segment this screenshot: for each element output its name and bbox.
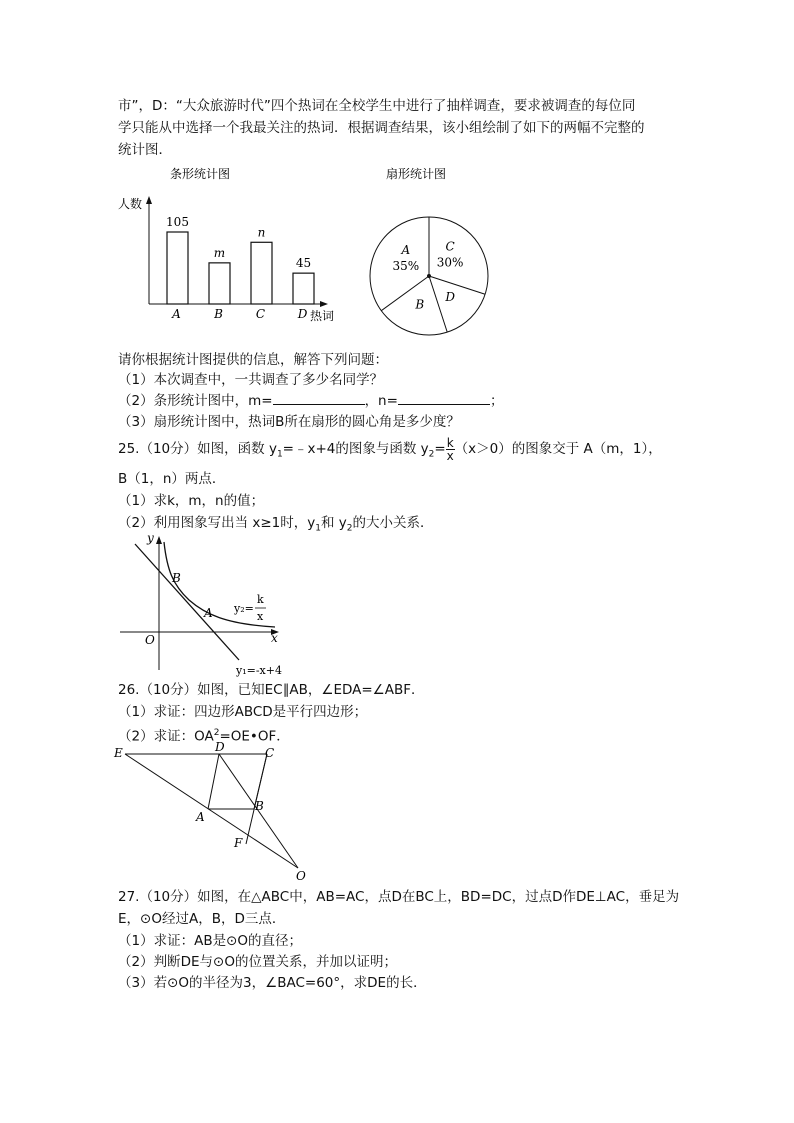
q24-part-2-b: ，n=: [364, 393, 398, 409]
q27-part-3: （3）若⊙O的半径为3，∠BAC=60°，求DE的长．: [118, 975, 427, 991]
q24-part-3: （3）扇形统计图中，热词B所在扇形的圆心角是多少度？: [118, 414, 460, 430]
slice-label-d: D: [445, 290, 456, 305]
pie-chart: [360, 160, 500, 340]
q25-part-2-c: 的大小关系．: [352, 515, 434, 531]
x-axis-arrow: [320, 301, 328, 307]
bar-value-label: n: [257, 225, 266, 240]
bar-value-label: 105: [166, 215, 189, 229]
label-f: F: [234, 836, 243, 850]
q24-part-2-c: ；: [489, 393, 504, 409]
y2-k: k: [257, 593, 264, 606]
fraction-denominator: x: [446, 448, 454, 463]
q25-head-d: （x＞0）的图象交于 A（m，1），: [454, 441, 662, 457]
graph-origin-label: O: [145, 633, 155, 647]
q27-part-2: （2）判断DE与⊙O的位置关系，并加以证明；: [118, 954, 397, 970]
category-label: A: [172, 307, 181, 321]
slice-label-c: C: [445, 239, 455, 254]
bar-chart-xlabel: 热词: [310, 309, 335, 323]
m-blank[interactable]: [273, 391, 365, 405]
intro-line-2: 学只能从中选择一个我最关注的热词．根据调查结果，该小组绘制了如下的两幅不完整的: [118, 120, 645, 136]
intro-line-3: 统计图．: [118, 142, 172, 158]
q24-lead: 请你根据统计图提供的信息，解答下列问题：: [118, 352, 388, 368]
q27-part-1: （1）求证：AB是⊙O的直径；: [118, 933, 303, 949]
bar-d: [293, 273, 314, 304]
q26-part-2-a: （2）求证：OA: [118, 728, 214, 745]
bar-chart-title: 条形统计图: [170, 167, 231, 181]
bar-value-label: m: [213, 245, 226, 260]
bar-a: [167, 232, 188, 304]
slice-label-b: B: [415, 297, 425, 312]
function-graph: [115, 530, 295, 680]
label-a: A: [196, 810, 205, 824]
q26-part-1: （1）求证：四边形ABCD是平行四边形；: [118, 704, 368, 720]
y-axis-arrow: [146, 196, 152, 204]
q25-line-2: B（1，n）两点．: [118, 471, 226, 487]
q25-head-b: =﹣x+4的图象与函数 y: [282, 441, 429, 457]
category-label: B: [214, 307, 223, 321]
pie-chart-title: 扇形统计图: [386, 167, 447, 181]
bar-group: [166, 215, 314, 321]
q24-part-2-a: （2）条形统计图中，m=: [118, 393, 273, 409]
q25-sub-1: 1: [276, 449, 283, 460]
bar-chart-ylabel: 人数: [118, 197, 143, 211]
q25-part-2-b: 和 y: [321, 515, 347, 531]
k-over-x-fraction: [446, 437, 455, 462]
graph-x-label: x: [271, 631, 278, 645]
label-b: B: [255, 799, 264, 813]
pie-center: [427, 274, 431, 278]
bar-value-label: 45: [295, 256, 312, 271]
q25-part-2-sub2: 2: [346, 523, 353, 534]
q27-heading: 27.（10分）如图，在△ABC中，AB=AC，点D在BC上，BD=DC，过点D作DE⊥AC，垂足为: [118, 889, 680, 905]
n-blank[interactable]: [398, 391, 490, 405]
y2-label: y₂=: [234, 602, 254, 615]
q26-heading: 26.（10分）如图，已知EC∥AB，∠EDA=∠ABF．: [118, 682, 425, 698]
y2-x: x: [257, 610, 264, 623]
q26-part-2-b: =OE•OF．: [219, 728, 290, 745]
category-label: D: [297, 307, 308, 321]
q25-head-a: 25.（10分）如图，函数 y: [118, 441, 277, 457]
graph-y-arrow: [156, 536, 162, 544]
point-a-label: A: [204, 606, 213, 620]
q25-part-2-a: （2）利用图象写出当 x≥1时，y: [118, 515, 316, 531]
bar-chart: [110, 160, 350, 330]
fraction-numerator: k: [446, 435, 454, 450]
q24-part-2: [118, 391, 503, 411]
category-label: C: [255, 307, 266, 321]
segment-eo: [125, 754, 298, 868]
label-d: D: [215, 740, 225, 754]
label-e: E: [114, 746, 123, 760]
graph-y-label: y: [147, 531, 154, 545]
intro-line-1: 市”，D：“大众旅游时代”四个热词在全校学生中进行了抽样调查，要求被调查的每位同: [118, 98, 636, 114]
point-b-label: B: [172, 571, 181, 585]
q25-heading: [118, 436, 662, 468]
q25-sub-2: 2: [428, 449, 435, 460]
y1-label: y₁=-x+4: [236, 664, 282, 677]
slice-percent-a: 35%: [392, 259, 420, 274]
parallelogram-figure: [110, 740, 315, 885]
segment-ad: [208, 754, 219, 809]
q24-part-1: （1）本次调查中，一共调查了多少名同学？: [118, 372, 384, 388]
q25-head-c: =: [434, 441, 446, 457]
label-c: C: [265, 746, 275, 760]
slice-label-a: A: [401, 243, 411, 258]
bar-c: [251, 242, 272, 304]
label-o: O: [296, 869, 306, 883]
slice-percent-c: 30%: [436, 255, 464, 270]
q25-part-2-sub1: 1: [315, 523, 321, 534]
q27-line-2: E，⊙O经过A，B，D三点．: [118, 911, 286, 927]
bar-b: [209, 263, 230, 304]
q26-part-2-sup: 2: [213, 728, 220, 738]
q25-part-1: （1）求k，m，n的值；: [118, 493, 265, 509]
